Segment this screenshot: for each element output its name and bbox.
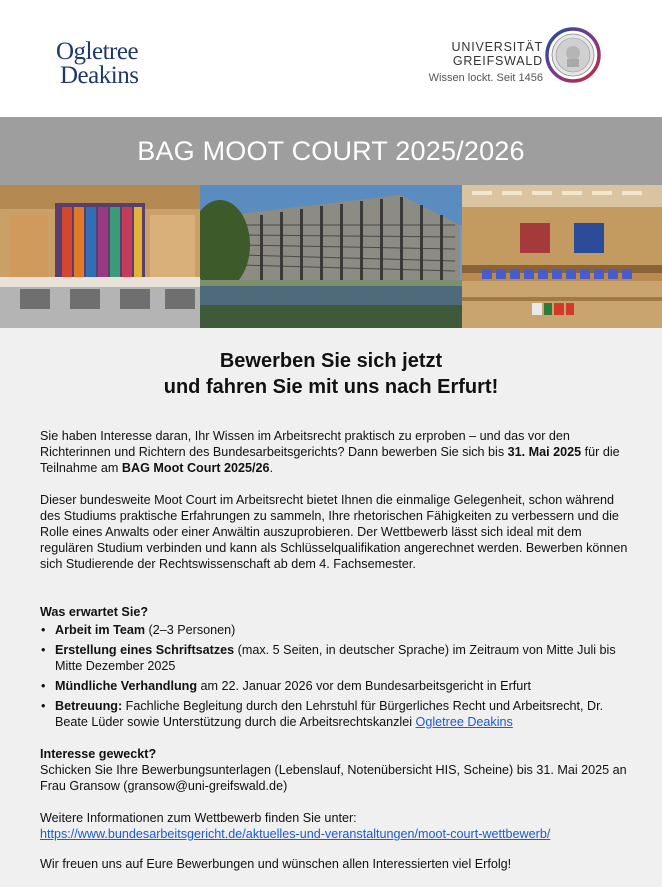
intro-text-1: Sie haben Interesse daran, Ihr Wissen im Arbeitsrecht praktisch zu erproben – und das vor den Richterinnen und Richtern des Bundesarbeitsgerichts? Dann bewerben Sie sich bis — [40, 429, 570, 459]
intro-event: BAG Moot Court 2025/26 — [121, 461, 270, 475]
list-item-text: (2–3 Personen) — [145, 623, 236, 637]
intro-text-2: für die Teilnahme am — [40, 445, 620, 475]
logo-line-2: Deakins — [60, 62, 139, 89]
list-item — [40, 642, 630, 674]
expect-list — [40, 622, 630, 734]
list-item — [40, 698, 630, 730]
list-item-bold: Mündliche Verhandlung — [55, 679, 198, 693]
page-title: BAG MOOT COURT 2025/2026 — [137, 135, 525, 166]
university-name: UNIVERSITÄT GREIFSWALD — [451, 40, 543, 68]
courtroom-photo-left — [0, 185, 200, 328]
description-paragraph: Dieser bundesweite Moot Court im Arbeitsrecht bietet Ihnen die einmalige Gelegenheit, schon während des Studiums praktische Erfahrungen zu sammeln, Ihre rhetorischen Fähigkeiten zu verbessern und die Rolle eines Anwalts oder einer Anwältin auszuprobieren. Der Wettbewerb lässt sich ideal mit dem regulären Studium verbinden und kann als Schlüsselqualifikation angerechnet werden. Bewerben können sich Studierende der Rechtswissenschaft ab dem 4. Fachsemester. — [40, 493, 628, 571]
headline-line-1: Bewerben Sie sich jetzt — [219, 350, 443, 372]
interest-heading: Interesse geweckt? — [40, 747, 157, 761]
university-logo-text[interactable] — [375, 40, 543, 84]
intro-paragraph — [40, 428, 630, 476]
expect-heading: Was erwartet Sie? — [40, 605, 149, 619]
court-building-photo — [200, 185, 462, 328]
more-info-text: Weitere Informationen zum Wettbewerb finden Sie unter: — [40, 811, 357, 825]
list-item — [40, 678, 630, 694]
list-item-text: (max. 5 Seiten, in deutscher Sprache) im Zeitraum von Mitte Juli bis Mitte Dezember 2025 — [55, 643, 616, 673]
university-seal-icon — [545, 27, 601, 83]
content-panel — [0, 328, 662, 887]
intro-deadline: 31. Mai 2025 — [507, 445, 582, 459]
header — [0, 0, 662, 117]
intro-text-3: . — [269, 461, 274, 475]
list-item-bold: Betreuung: — [55, 699, 123, 713]
more-info-paragraph — [40, 810, 630, 842]
university-tagline: Wissen lockt. Seit 1456 — [428, 72, 543, 84]
interest-paragraph: Schicken Sie Ihre Bewerbungsunterlagen (Lebenslauf, Notenübersicht HIS, Scheine) bis 31. Mai 2025 an Frau Gransow (gransow@uni-greifswald.de) — [40, 763, 627, 793]
closing-paragraph: Wir freuen uns auf Eure Bewerbungen und wünschen allen Interessierten viel Erfolg! — [40, 857, 512, 871]
list-item-text: Fachliche Begleitung durch den Lehrstuhl für Bürgerliches Recht und Arbeitsrecht, Dr. Beate Lüder sowie Unterstützung durch die Arbeitsrechtskanzlei — [55, 699, 604, 729]
list-item — [40, 622, 630, 638]
logo-line-1: Ogletree — [56, 38, 139, 65]
photo-strip — [0, 185, 662, 328]
list-item-bold: Erstellung eines Schriftsatzes — [55, 643, 235, 657]
list-item-bold: Arbeit im Team — [55, 623, 146, 637]
ogletree-deakins-logo[interactable] — [56, 40, 146, 88]
title-bar — [0, 117, 662, 185]
list-item-text: am 22. Januar 2026 vor dem Bundesarbeitsgericht in Erfurt — [197, 679, 531, 693]
courtroom-photo-right — [462, 185, 662, 328]
moot-court-website-link[interactable]: https://www.bundesarbeitsgericht.de/aktuelles-und-veranstaltungen/moot-court-wettbewerb/ — [40, 827, 551, 841]
ogletree-deakins-link[interactable]: Ogletree Deakins — [415, 715, 513, 729]
headline — [0, 348, 662, 400]
headline-line-2: und fahren Sie mit uns nach Erfurt! — [163, 376, 499, 398]
